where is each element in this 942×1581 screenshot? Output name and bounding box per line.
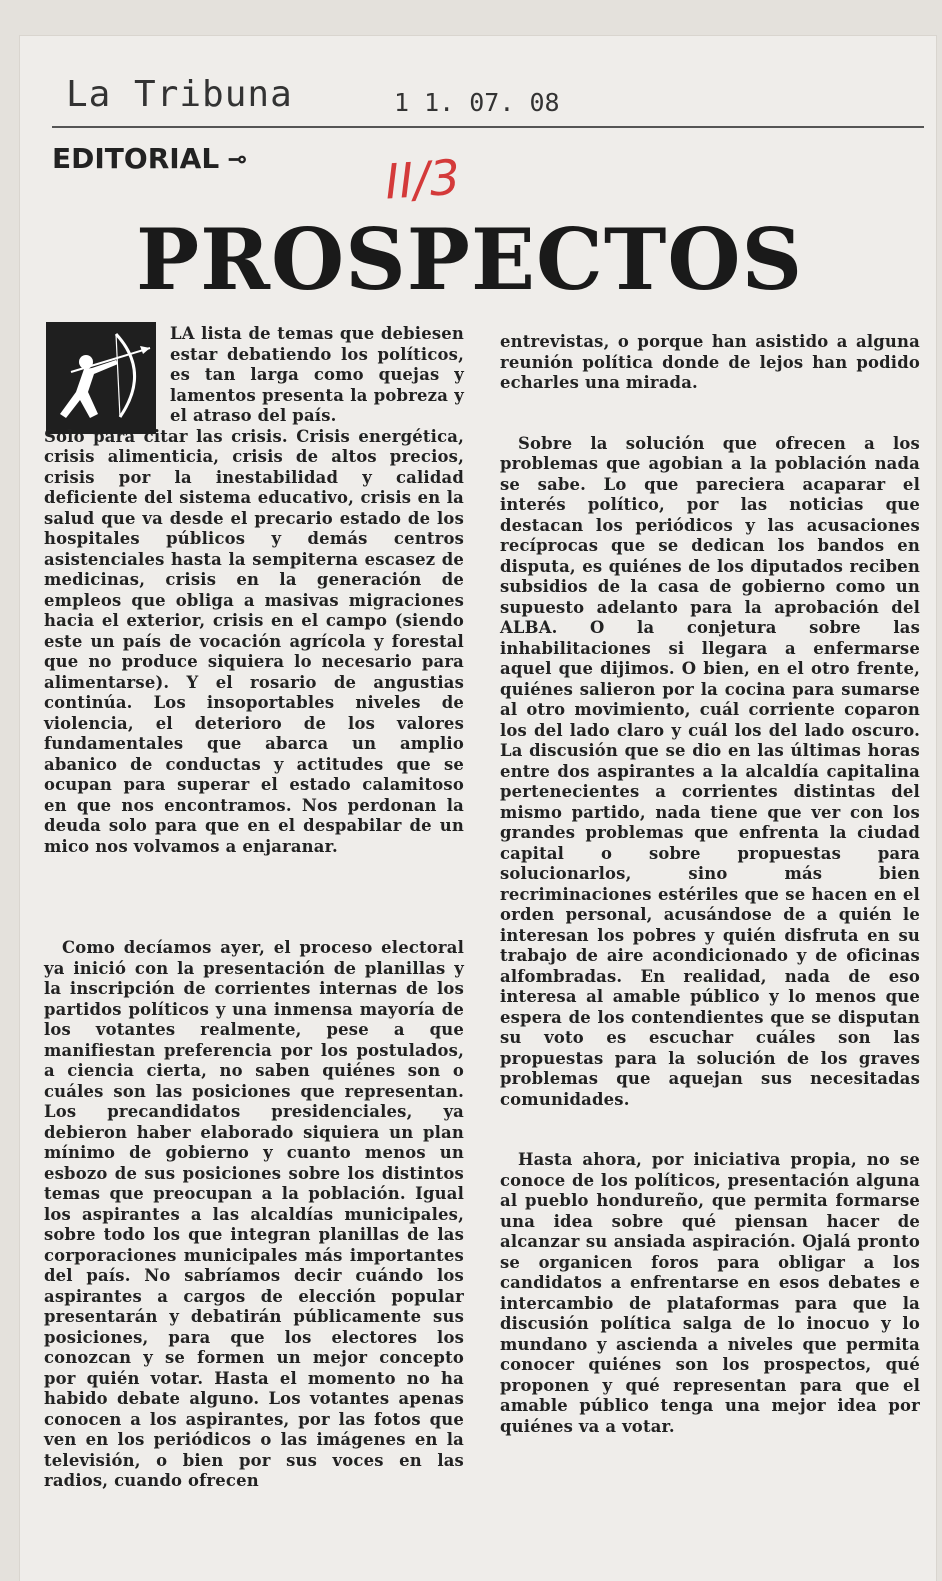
paragraph-4: Hasta ahora, por iniciativa propia, no se conoce de los políticos, presentación alguna al pueblo hondureño, que permita formarse una idea sobre qué piensan hacer de alcanzar su ansiada aspiración. Ojalá pronto se organicen foros para obligar a los candidatos a enfrentarse en esos debates e intercambio de plataformas para que la discusión política salga de lo inocuo y lo mundano y ascienda a niveles que permita conocer quiénes son los prospectos, qué proponen y qué representan para que el amable público tenga una mejor idea por quiénes va a votar. <box>500 1150 920 1436</box>
paragraph-1-intro: LA lista de temas que debiesen estar debatiendo los políticos, es tan larga como quejas y lamentos presenta la pobreza y el atraso del país. <box>170 324 464 425</box>
arrow-right-icon: ⊸ <box>227 144 248 173</box>
left-column <box>44 938 464 1492</box>
paragraph-2: Como decíamos ayer, el proceso electoral ya inició con la presentación de planillas y la inscripción de corrientes internas de los partidos políticos y una inmensa mayoría de los votantes realmente, pese a que manifiestan preferencia por los postulados, a ciencia cierta, no saben quiénes son o cuáles son las posiciones que representan. Los precandidatos presidenciales, ya debieron haber elaborado siquiera un plan mínimo de gobierno y cuanto menos un esbozo de sus posiciones sobre los distintos temas que preocupan a la población. Igual los aspirantes a las alcaldías municipales, sobre todo los que integran planillas de las corporaciones municipales más importantes del país. No sabríamos decir cuándo los aspirantes a cargos de elección popular presentarán y debatirán públicamente sus posiciones, para que los electores los conozcan y se formen un mejor concepto por quién votar. Hasta el momento no ha habido debate alguno. Los votantes apenas conocen a los aspirantes, por las fotos que ven en los periódicos o las imágenes en la televisión, o bien por sus voces en las radios, cuando ofrecen <box>44 938 464 1490</box>
section-title: EDITORIAL <box>52 142 220 175</box>
masthead: La Tribuna <box>66 74 293 115</box>
header-rule <box>52 126 924 128</box>
section-label <box>52 142 247 175</box>
paragraph-1 <box>44 324 464 857</box>
paragraph-3: Sobre la solución que ofrecen a los problemas que agobian a la población nada se sabe. Lo que pareciera acaparar el interés político, por las noticias que destacan los periódicos y las acusaciones recíprocas que se dedican los bandos en disputa, es quiénes de los diputados reciben subsidios de la casa de gobierno como un supuesto adelanto para la aprobación del ALBA. O la conjetura sobre las inhabilitaciones si llegara a enfermarse aquel que dijimos. O bien, en el otro frente, quiénes salieron por la cocina para sumarse al otro movimiento, cuál corriente coparon los del lado claro y cuál los del lado oscuro. La discusión que se dio en las últimas horas entre dos aspirantes a la alcaldía capitalina pertenecientes a corrientes distintas del mismo partido, nada tiene que ver con los grandes problemas que enfrenta la ciudad capital o sobre propuestas para solucionarlos, sino más bien recriminaciones estériles que se hacen en el orden personal, acusándose de a quién le interesan los pobres y quién disfruta en su trabajo de aire acondicionado y de oficinas alfombradas. En realidad, nada de eso interesa al amable público y lo menos que espera de los contendientes que se disputan su voto es escuchar cuáles son las propuestas para la solución de los graves problemas que aquejan sus necesitadas comunidades. <box>500 433 920 1109</box>
paragraph-1-body: Solo para citar las crisis. Crisis energética, crisis alimenticia, crisis de altos precios, crisis por la inestabilidad y calidad deficiente del sistema educativo, crisis en la salud que va desde el precario estado de los hospitales públicos y demás centros asistenciales hasta la sempiterna escasez de medicinas, crisis en la generación de empleos que obliga a masivas migraciones hacia el exterior, crisis en el campo (siendo este un país de vocación agrícola y forestal que no produce siquiera lo necesario para alimentarse). Y el rosario de angustias continúa. Los insoportables niveles de violencia, el deterioro de los valores fundamentales que abarca un amplio abanico de conductas y actitudes que se ocupan para superar el estado calamitoso en que nos encontramos. Nos perdonan la deuda solo para que en el despabilar de un mico nos volvamos a enjaranar. <box>44 426 464 856</box>
right-column <box>500 332 920 1437</box>
paragraph-2-continued: entrevistas, o porque han asistido a alguna reunión política donde de lejos han podido echarles una mirada. <box>500 332 920 392</box>
stamp-date: 1 1. 07. 08 <box>394 88 560 117</box>
headline: PROSPECTOS <box>136 210 804 309</box>
handwritten-note: II/3 <box>383 149 462 211</box>
